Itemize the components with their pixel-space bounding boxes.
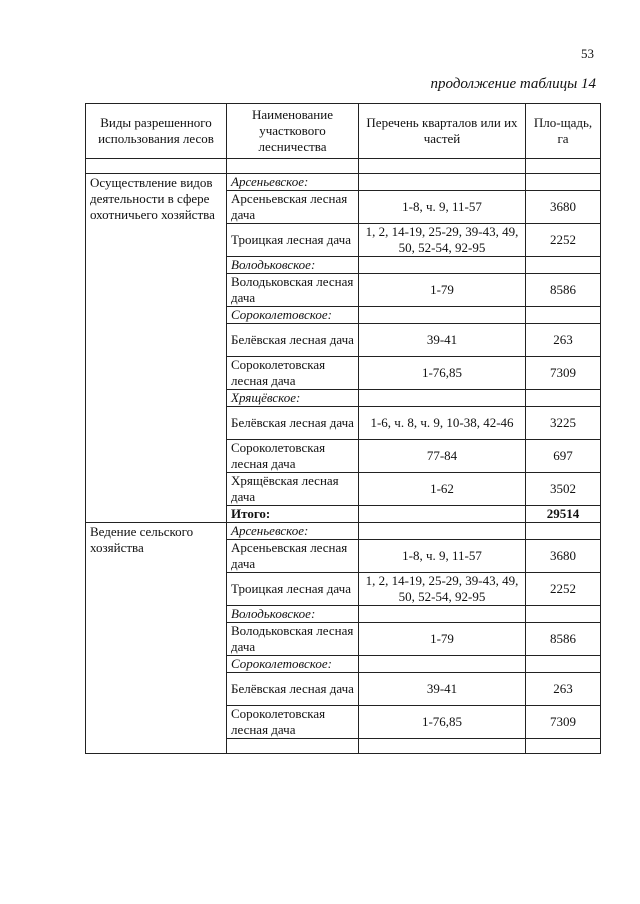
use-type-cell: Осуществление видов деятельности в сфере охотничьего хозяйства — [86, 174, 227, 523]
area-cell: 2252 — [526, 573, 601, 606]
header-forestry-name: Наименование участкового лесничества — [227, 104, 359, 159]
quarters-cell — [359, 523, 526, 540]
area-cell: 7309 — [526, 706, 601, 739]
area-cell — [526, 174, 601, 191]
forestry-name: Хрящёвское: — [227, 390, 359, 407]
forestry-name: Арсеньевское: — [227, 174, 359, 191]
dacha-name: Белёвская лесная дача — [227, 673, 359, 706]
dacha-name: Троицкая лесная дача — [227, 573, 359, 606]
area-cell — [526, 257, 601, 274]
dacha-name: Арсеньевская лесная дача — [227, 540, 359, 573]
use-type-cell: Ведение сельского хозяйства — [86, 523, 227, 754]
forest-use-table — [85, 103, 601, 754]
quarters-cell: 1-62 — [359, 473, 526, 506]
quarters-cell — [359, 606, 526, 623]
quarters-cell: 1-8, ч. 9, 11-57 — [359, 191, 526, 224]
table-continuation-caption: продолжение таблицы 14 — [430, 76, 596, 92]
dacha-name: Сороколетовская лесная дача — [227, 357, 359, 390]
quarters-cell — [359, 390, 526, 407]
table-body — [86, 174, 601, 754]
total-label: Итого: — [227, 506, 359, 523]
forestry-name: Сороколетовское: — [227, 307, 359, 324]
dacha-name: Арсеньевская лесная дача — [227, 191, 359, 224]
dacha-name: Володьковская лесная дача — [227, 274, 359, 307]
quarters-cell — [359, 307, 526, 324]
quarters-cell: 1-6, ч. 8, ч. 9, 10-38, 42-46 — [359, 407, 526, 440]
quarters-cell — [359, 257, 526, 274]
quarters-cell — [359, 739, 526, 754]
table-spacer-row — [86, 159, 601, 174]
quarters-cell: 1-79 — [359, 274, 526, 307]
quarters-cell: 39-41 — [359, 324, 526, 357]
page-number: 53 — [581, 46, 594, 61]
area-cell: 3225 — [526, 407, 601, 440]
area-cell: 2252 — [526, 224, 601, 257]
header-quarters: Перечень кварталов или их частей — [359, 104, 526, 159]
quarters-cell: 1, 2, 14-19, 25-29, 39-43, 49, 50, 52-54, 92-95 — [359, 573, 526, 606]
total-area: 29514 — [526, 506, 601, 523]
area-cell — [526, 523, 601, 540]
area-cell: 263 — [526, 673, 601, 706]
area-cell — [526, 656, 601, 673]
quarters-cell — [359, 174, 526, 191]
dacha-name: Сороколетовская лесная дача — [227, 440, 359, 473]
quarters-cell — [359, 656, 526, 673]
quarters-cell: 1-79 — [359, 623, 526, 656]
area-cell: 3680 — [526, 540, 601, 573]
area-cell: 697 — [526, 440, 601, 473]
area-cell: 8586 — [526, 274, 601, 307]
forestry-name: Володьковское: — [227, 257, 359, 274]
quarters-cell: 1-76,85 — [359, 357, 526, 390]
area-cell — [526, 390, 601, 407]
quarters-cell: 1-76,85 — [359, 706, 526, 739]
area-cell: 263 — [526, 324, 601, 357]
area-cell: 7309 — [526, 357, 601, 390]
quarters-cell — [359, 506, 526, 523]
dacha-name: Сороколетовская лесная дача — [227, 706, 359, 739]
table-header-row — [86, 104, 601, 159]
area-cell — [526, 606, 601, 623]
header-area: Пло-щадь, га — [526, 104, 601, 159]
table-row — [86, 523, 601, 540]
quarters-cell: 77-84 — [359, 440, 526, 473]
dacha-name: Белёвская лесная дача — [227, 324, 359, 357]
forestry-name: Арсеньевское: — [227, 523, 359, 540]
forestry-name: Володьковское: — [227, 606, 359, 623]
area-cell: 3502 — [526, 473, 601, 506]
dacha-name: Белёвская лесная дача — [227, 407, 359, 440]
forestry-name: Сороколетовское: — [227, 656, 359, 673]
table-row — [86, 174, 601, 191]
dacha-name: Троицкая лесная дача — [227, 224, 359, 257]
area-cell: 8586 — [526, 623, 601, 656]
dacha-name: Хрящёвская лесная дача — [227, 473, 359, 506]
dacha-name — [227, 739, 359, 754]
area-cell — [526, 307, 601, 324]
quarters-cell: 39-41 — [359, 673, 526, 706]
area-cell — [526, 739, 601, 754]
header-use-type: Виды разрешенного использования лесов — [86, 104, 227, 159]
quarters-cell: 1-8, ч. 9, 11-57 — [359, 540, 526, 573]
quarters-cell: 1, 2, 14-19, 25-29, 39-43, 49, 50, 52-54, 92-95 — [359, 224, 526, 257]
dacha-name: Володьковская лесная дача — [227, 623, 359, 656]
area-cell: 3680 — [526, 191, 601, 224]
